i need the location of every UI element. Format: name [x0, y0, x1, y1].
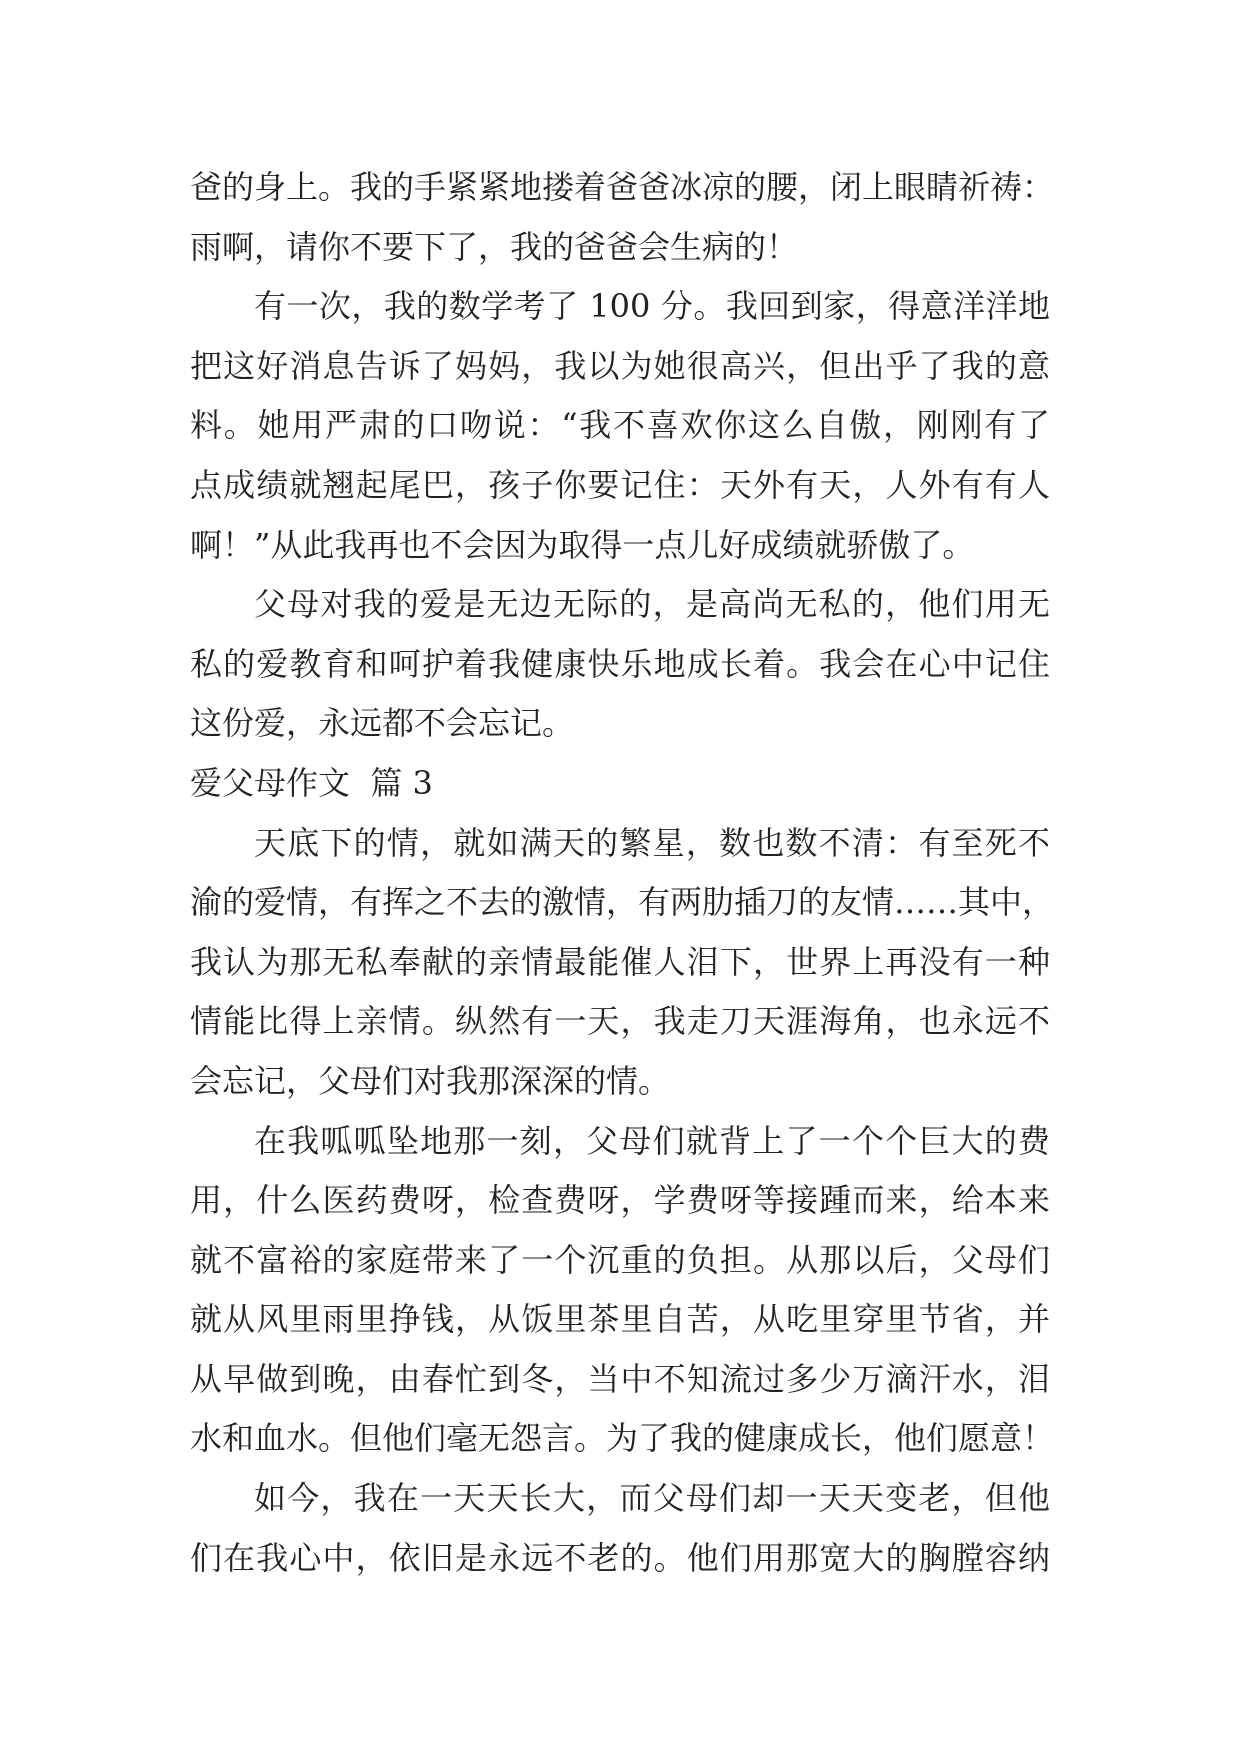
text-line: 把这好消息告诉了妈妈，我以为她很高兴，但出乎了我的意 [190, 346, 1050, 385]
text-line: 料。她用严肃的口吻说：“我不喜欢你这么自傲，刚刚有了 [190, 406, 1050, 445]
paragraph-first-line: 有一次，我的数学考了 100 分。我回到家，得意洋洋地 [254, 287, 1050, 326]
text-line: 啊！”从此我再也不会因为取得一点儿好成绩就骄傲了。 [190, 525, 975, 564]
document-body [190, 158, 1055, 1588]
text-line: 用，什么医药费呀，检查费呀，学费呀等接踵而来，给本来 [190, 1181, 1050, 1220]
section-heading: 爱父母作文 篇 3 [190, 763, 433, 802]
paragraph-first-line: 父母对我的爱是无边无际的，是高尚无私的，他们用无 [254, 585, 1050, 624]
text-line: 就不富裕的家庭带来了一个沉重的负担。从那以后，父母们 [190, 1240, 1050, 1279]
text-line: 情能比得上亲情。纵然有一天，我走刀天涯海角，也永远不 [190, 1002, 1050, 1041]
text-line: 们在我心中，依旧是永远不老的。他们用那宽大的胸膛容纳 [190, 1538, 1050, 1577]
text-line: 我认为那无私奉献的亲情最能催人泪下，世界上再没有一种 [190, 942, 1050, 981]
text-line: 点成绩就翘起尾巴，孩子你要记住：天外有天，人外有有人 [190, 465, 1050, 504]
text-line: 水和血水。但他们毫无怨言。为了我的健康成长，他们愿意！ [190, 1419, 1055, 1458]
text-line: 爸的身上。我的手紧紧地搂着爸爸冰凉的腰，闭上眼睛祈祷： [190, 168, 1055, 206]
paragraph-first-line: 在我呱呱坠地那一刻，父母们就背上了一个个巨大的费 [254, 1121, 1050, 1160]
text-line: 雨啊，请你不要下了，我的爸爸会生病的！ [190, 227, 799, 266]
text-line: 从早做到晚，由春忙到冬，当中不知流过多少万滴汗水，泪 [190, 1359, 1050, 1398]
text-line: 私的爱教育和呵护着我健康快乐地成长着。我会在心中记住 [190, 644, 1050, 683]
paragraph-first-line: 如今，我在一天天长大，而父母们却一天天变老，但他 [254, 1479, 1050, 1518]
text-line: 这份爱，永远都不会忘记。 [190, 704, 575, 743]
paragraph-first-line: 天底下的情，就如满天的繁星，数也数不清：有至死不 [254, 823, 1050, 862]
text-line: 渝的爱情，有挥之不去的激情，有两肋插刀的友情……其中， [190, 883, 1055, 922]
text-line: 会忘记，父母们对我那深深的情。 [190, 1061, 671, 1100]
text-line: 就从风里雨里挣钱，从饭里茶里自苦，从吃里穿里节省，并 [190, 1300, 1050, 1339]
